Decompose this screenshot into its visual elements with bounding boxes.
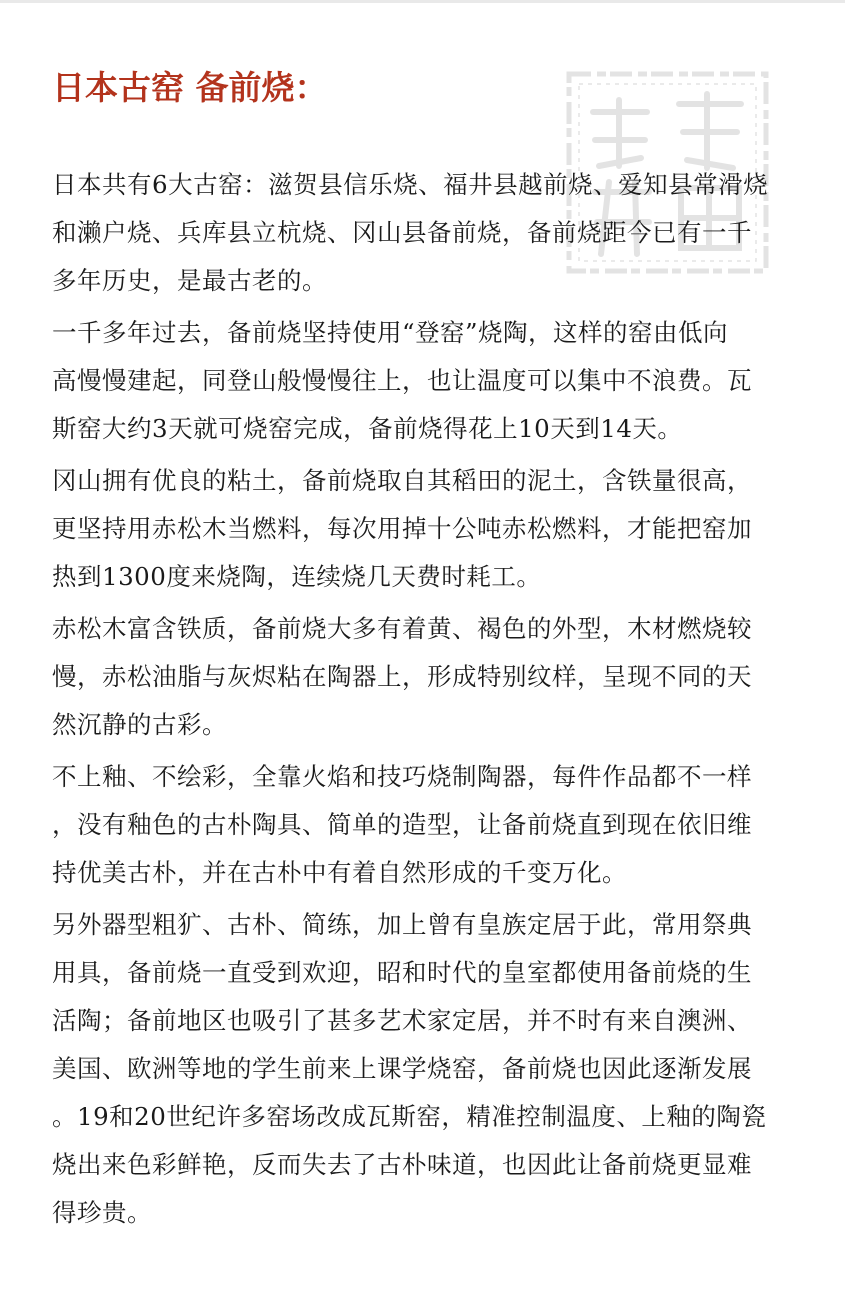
text-line: 和濑户烧、兵库县立杭烧、冈山县备前烧，备前烧距今已有一千 (52, 218, 752, 247)
text-line: 更坚持用赤松木当燃料，每次用掉十公吨赤松燃料，才能把窑加 (52, 514, 752, 543)
paragraph-clay-and-fuel (52, 457, 842, 601)
text-line: 热到1300度来烧陶，连续烧几天费时耗工。 (52, 562, 542, 591)
text-line: 烧出来色彩鲜艳，反而失去了古朴味道，也因此让备前烧更显难 (52, 1150, 752, 1179)
text-line: 。19和20世纪许多窑场改成瓦斯窑，精准控制温度、上釉的陶瓷 (52, 1102, 767, 1131)
paragraph-natural-colors (52, 605, 842, 749)
text-line: 美国、欧洲等地的学生前来上课学烧窑，备前烧也因此逐渐发展 (52, 1054, 752, 1083)
text-line: 用具，备前烧一直受到欢迎，昭和时代的皇室都使用备前烧的生 (52, 958, 752, 987)
text-line: 冈山拥有优良的粘土，备前烧取自其稻田的泥土，含铁量很高， (52, 466, 752, 495)
text-line: 持优美古朴，并在古朴中有着自然形成的千变万化。 (52, 858, 627, 887)
text-line: 慢，赤松油脂与灰烬粘在陶器上，形成特别纹样，呈现不同的天 (52, 662, 752, 691)
text-line: 另外器型粗犷、古朴、简练，加上曾有皇族定居于此，常用祭典 (52, 910, 752, 939)
text-line: 赤松木富含铁质，备前烧大多有着黄、褐色的外型，木材燃烧较 (52, 614, 752, 643)
top-divider (0, 0, 845, 3)
text-line: 活陶；备前地区也吸引了甚多艺术家定居，并不时有来自澳洲、 (52, 1006, 752, 1035)
text-line: 然沉静的古彩。 (52, 710, 227, 739)
paragraph-climbing-kiln (52, 309, 842, 453)
text-line: 多年历史，是最古老的。 (52, 266, 327, 295)
text-line: 一千多年过去，备前烧坚持使用“登窑”烧陶，这样的窑由低向 (52, 318, 729, 347)
text-line: 得珍贵。 (52, 1198, 152, 1227)
text-line: 高慢慢建起，同登山般慢慢往上，也让温度可以集中不浪费。瓦 (52, 366, 752, 395)
paragraph-history (52, 901, 842, 1237)
article-body (52, 161, 842, 1241)
text-line: ，没有釉色的古朴陶具、简单的造型，让备前烧直到现在依旧维 (52, 810, 752, 839)
paragraph-kilns-overview (52, 161, 842, 305)
paragraph-unglazed (52, 753, 842, 897)
page-title: 日本古窑 备前烧： (52, 68, 328, 107)
text-line: 斯窑大约3天就可烧窑完成，备前烧得花上10天到14天。 (52, 414, 683, 443)
text-line: 日本共有6大古窑：滋贺县信乐烧、福井县越前烧、爱知县常滑烧 (52, 170, 769, 199)
text-line: 不上釉、不绘彩，全靠火焰和技巧烧制陶器，每件作品都不一样 (52, 762, 752, 791)
